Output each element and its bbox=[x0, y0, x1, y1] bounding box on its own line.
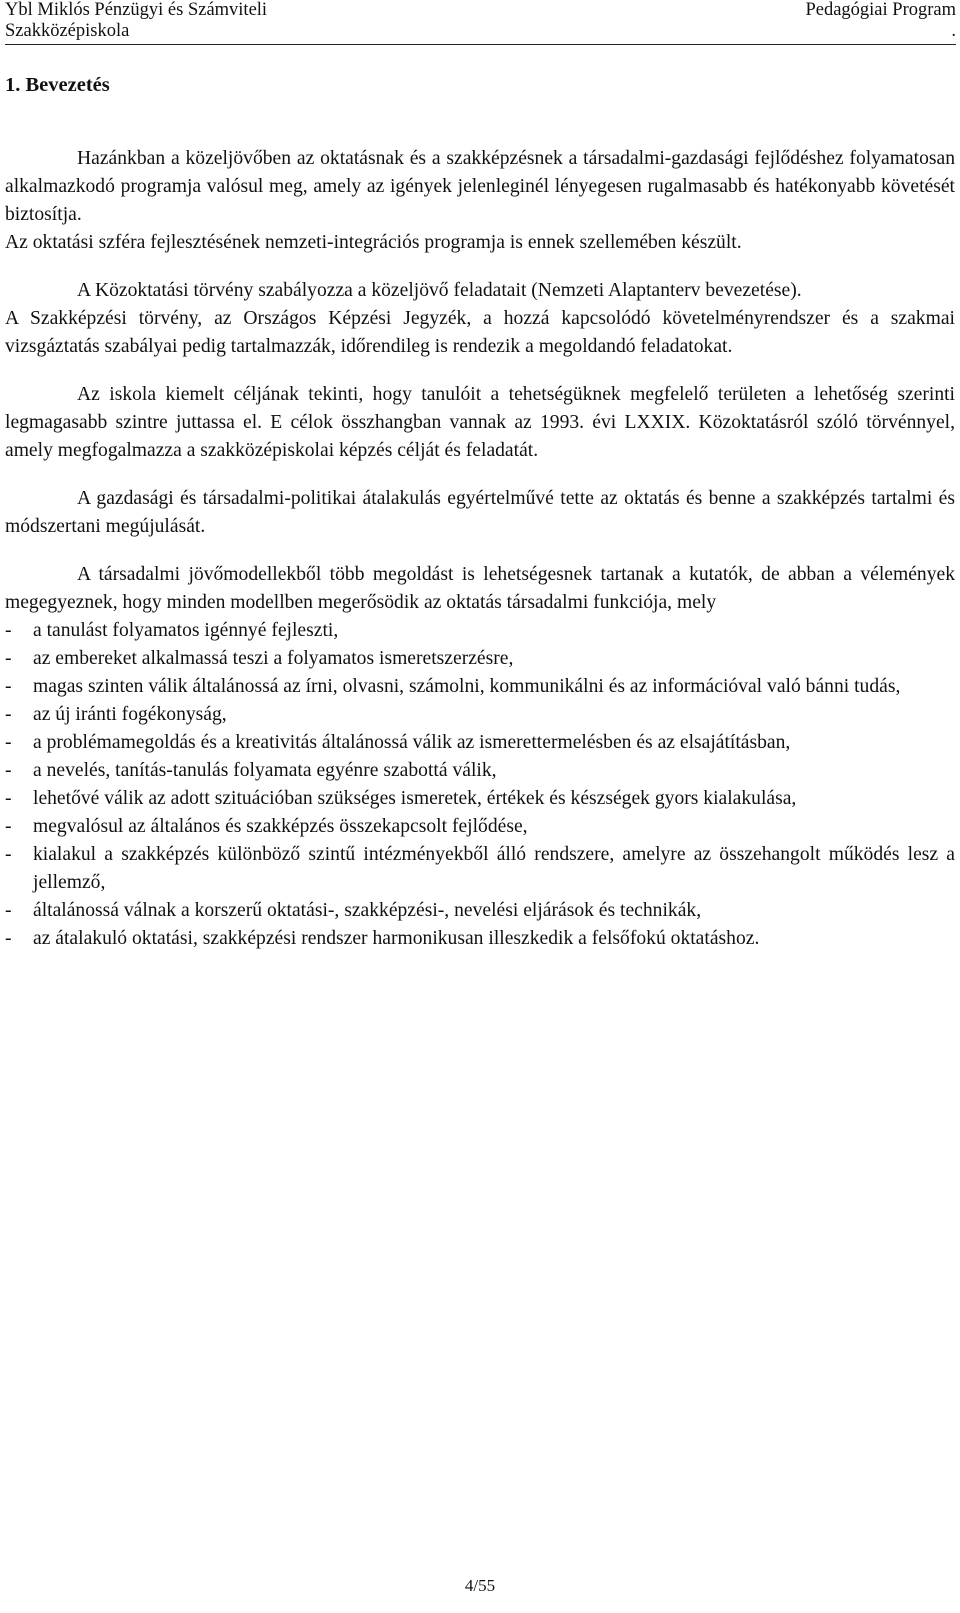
page-number: 4/55 bbox=[464, 1576, 496, 1595]
paragraph-intro: Hazánkban a közeljövőben az oktatásnak és a szakképzésnek a társadalmi-gazdasági fejlődéshez folyamatosan alkalmazkodó programja valósul meg, amely az igények jelenleginél lényegesen rugalmasabb és hatékonyabb követését biztosítja. bbox=[5, 148, 955, 225]
page-header bbox=[5, 0, 956, 45]
list-dash: - bbox=[5, 900, 12, 921]
list-dash: - bbox=[5, 732, 12, 753]
list-item-text: általánossá válnak a korszerű oktatási-, szakképzési-, nevelési eljárások és technikák, bbox=[33, 900, 702, 921]
list-item bbox=[5, 729, 955, 757]
list-item-text: az új iránti fogékonyság, bbox=[33, 704, 227, 725]
list-item-text: az átalakuló oktatási, szakképzési rendszer harmonikusan illeszkedik a felsőfokú oktatáshoz. bbox=[33, 928, 760, 949]
list-item bbox=[5, 813, 955, 841]
header-school-name bbox=[5, 0, 267, 42]
list-item bbox=[5, 785, 955, 813]
paragraph-vocational-law: A Szakképzési törvény, az Országos Képzési Jegyzék, a hozzá kapcsolódó követelményrendszer és a szakmai vizsgáztatás szabályai pedig tartalmazzák, időrendileg is rendezik a megoldandó feladatokat. bbox=[5, 308, 955, 357]
list-dash: - bbox=[5, 928, 12, 949]
list-item bbox=[5, 897, 955, 925]
list-dash: - bbox=[5, 620, 12, 641]
list-item-text: megvalósul az általános és szakképzés összekapcsolt fejlődése, bbox=[33, 816, 528, 837]
list-item bbox=[5, 617, 955, 645]
paragraph-school-goals: Az iskola kiemelt céljának tekinti, hogy tanulóit a tehetségüknek megfelelő területen a lehetőség szerinti legmagasabb szintre juttassa el. E célok összhangban vannak az 1993. évi LXXIX. Közoktatásról szóló törvénnyel, amely megfogalmazza a szakközépiskolai képzés célját és feladatát. bbox=[5, 384, 955, 461]
list-dash: - bbox=[5, 844, 12, 865]
list-item-text: magas szinten válik általánossá az írni, olvasni, számolni, kommunikálni és az információval való bánni tudás, bbox=[33, 676, 901, 697]
list-item bbox=[5, 701, 955, 729]
section-title: 1. Bevezetés bbox=[5, 74, 110, 96]
list-dash: - bbox=[5, 788, 12, 809]
list-dash: - bbox=[5, 704, 12, 725]
header-doc-title-line2: . bbox=[951, 21, 956, 41]
paragraph-public-education-law: A Közoktatási törvény szabályozza a közeljövő feladatait (Nemzeti Alaptanterv bevezetése). bbox=[77, 280, 802, 301]
function-list bbox=[5, 617, 955, 953]
list-item bbox=[5, 925, 955, 953]
header-doc-title: Pedagógiai Program bbox=[805, 0, 956, 20]
list-item bbox=[5, 673, 955, 701]
list-item-text: a problémamegoldás és a kreativitás általánossá válik az ismerettermelésben és az elsajátításban, bbox=[33, 732, 791, 753]
list-dash: - bbox=[5, 760, 12, 781]
header-school-line1: Ybl Miklós Pénzügyi és Számviteli bbox=[5, 0, 268, 20]
paragraph-future-models: A társadalmi jövőmodellekből több megoldást is lehetségesnek tartanak a kutatók, de abban a vélemények megegyeznek, hogy minden modellben megerősödik az oktatás társadalmi funkciója, mely bbox=[5, 564, 955, 613]
list-dash: - bbox=[5, 816, 12, 837]
list-item-text: a tanulást folyamatos igénnyé fejleszti, bbox=[33, 620, 339, 641]
list-item-text: lehetővé válik az adott szituációban szükséges ismeretek, értékek és készségek gyors kialakulása, bbox=[33, 788, 797, 809]
list-item bbox=[5, 841, 955, 897]
list-item bbox=[5, 645, 955, 673]
document-body bbox=[5, 145, 955, 953]
paragraph-national-program: Az oktatási szféra fejlesztésének nemzeti-integrációs programja is ennek szellemében készült. bbox=[5, 232, 742, 253]
list-dash: - bbox=[5, 676, 12, 697]
list-item bbox=[5, 757, 955, 785]
list-item-text: kialakul a szakképzés különböző szintű intézményekből álló rendszere, amelyre az összehangolt működés lesz a jellemző, bbox=[33, 844, 955, 893]
list-dash: - bbox=[5, 648, 12, 669]
header-school-line2: Szakközépiskola bbox=[5, 21, 130, 41]
list-item-text: a nevelés, tanítás-tanulás folyamata egyénre szabottá válik, bbox=[33, 760, 497, 781]
header-document-title bbox=[805, 0, 956, 42]
list-item-text: az embereket alkalmassá teszi a folyamatos ismeretszerzésre, bbox=[33, 648, 514, 669]
paragraph-transformation: A gazdasági és társadalmi-politikai átalakulás egyértelművé tette az oktatás és benne a szakképzés tartalmi és módszertani megújulását. bbox=[5, 488, 955, 537]
